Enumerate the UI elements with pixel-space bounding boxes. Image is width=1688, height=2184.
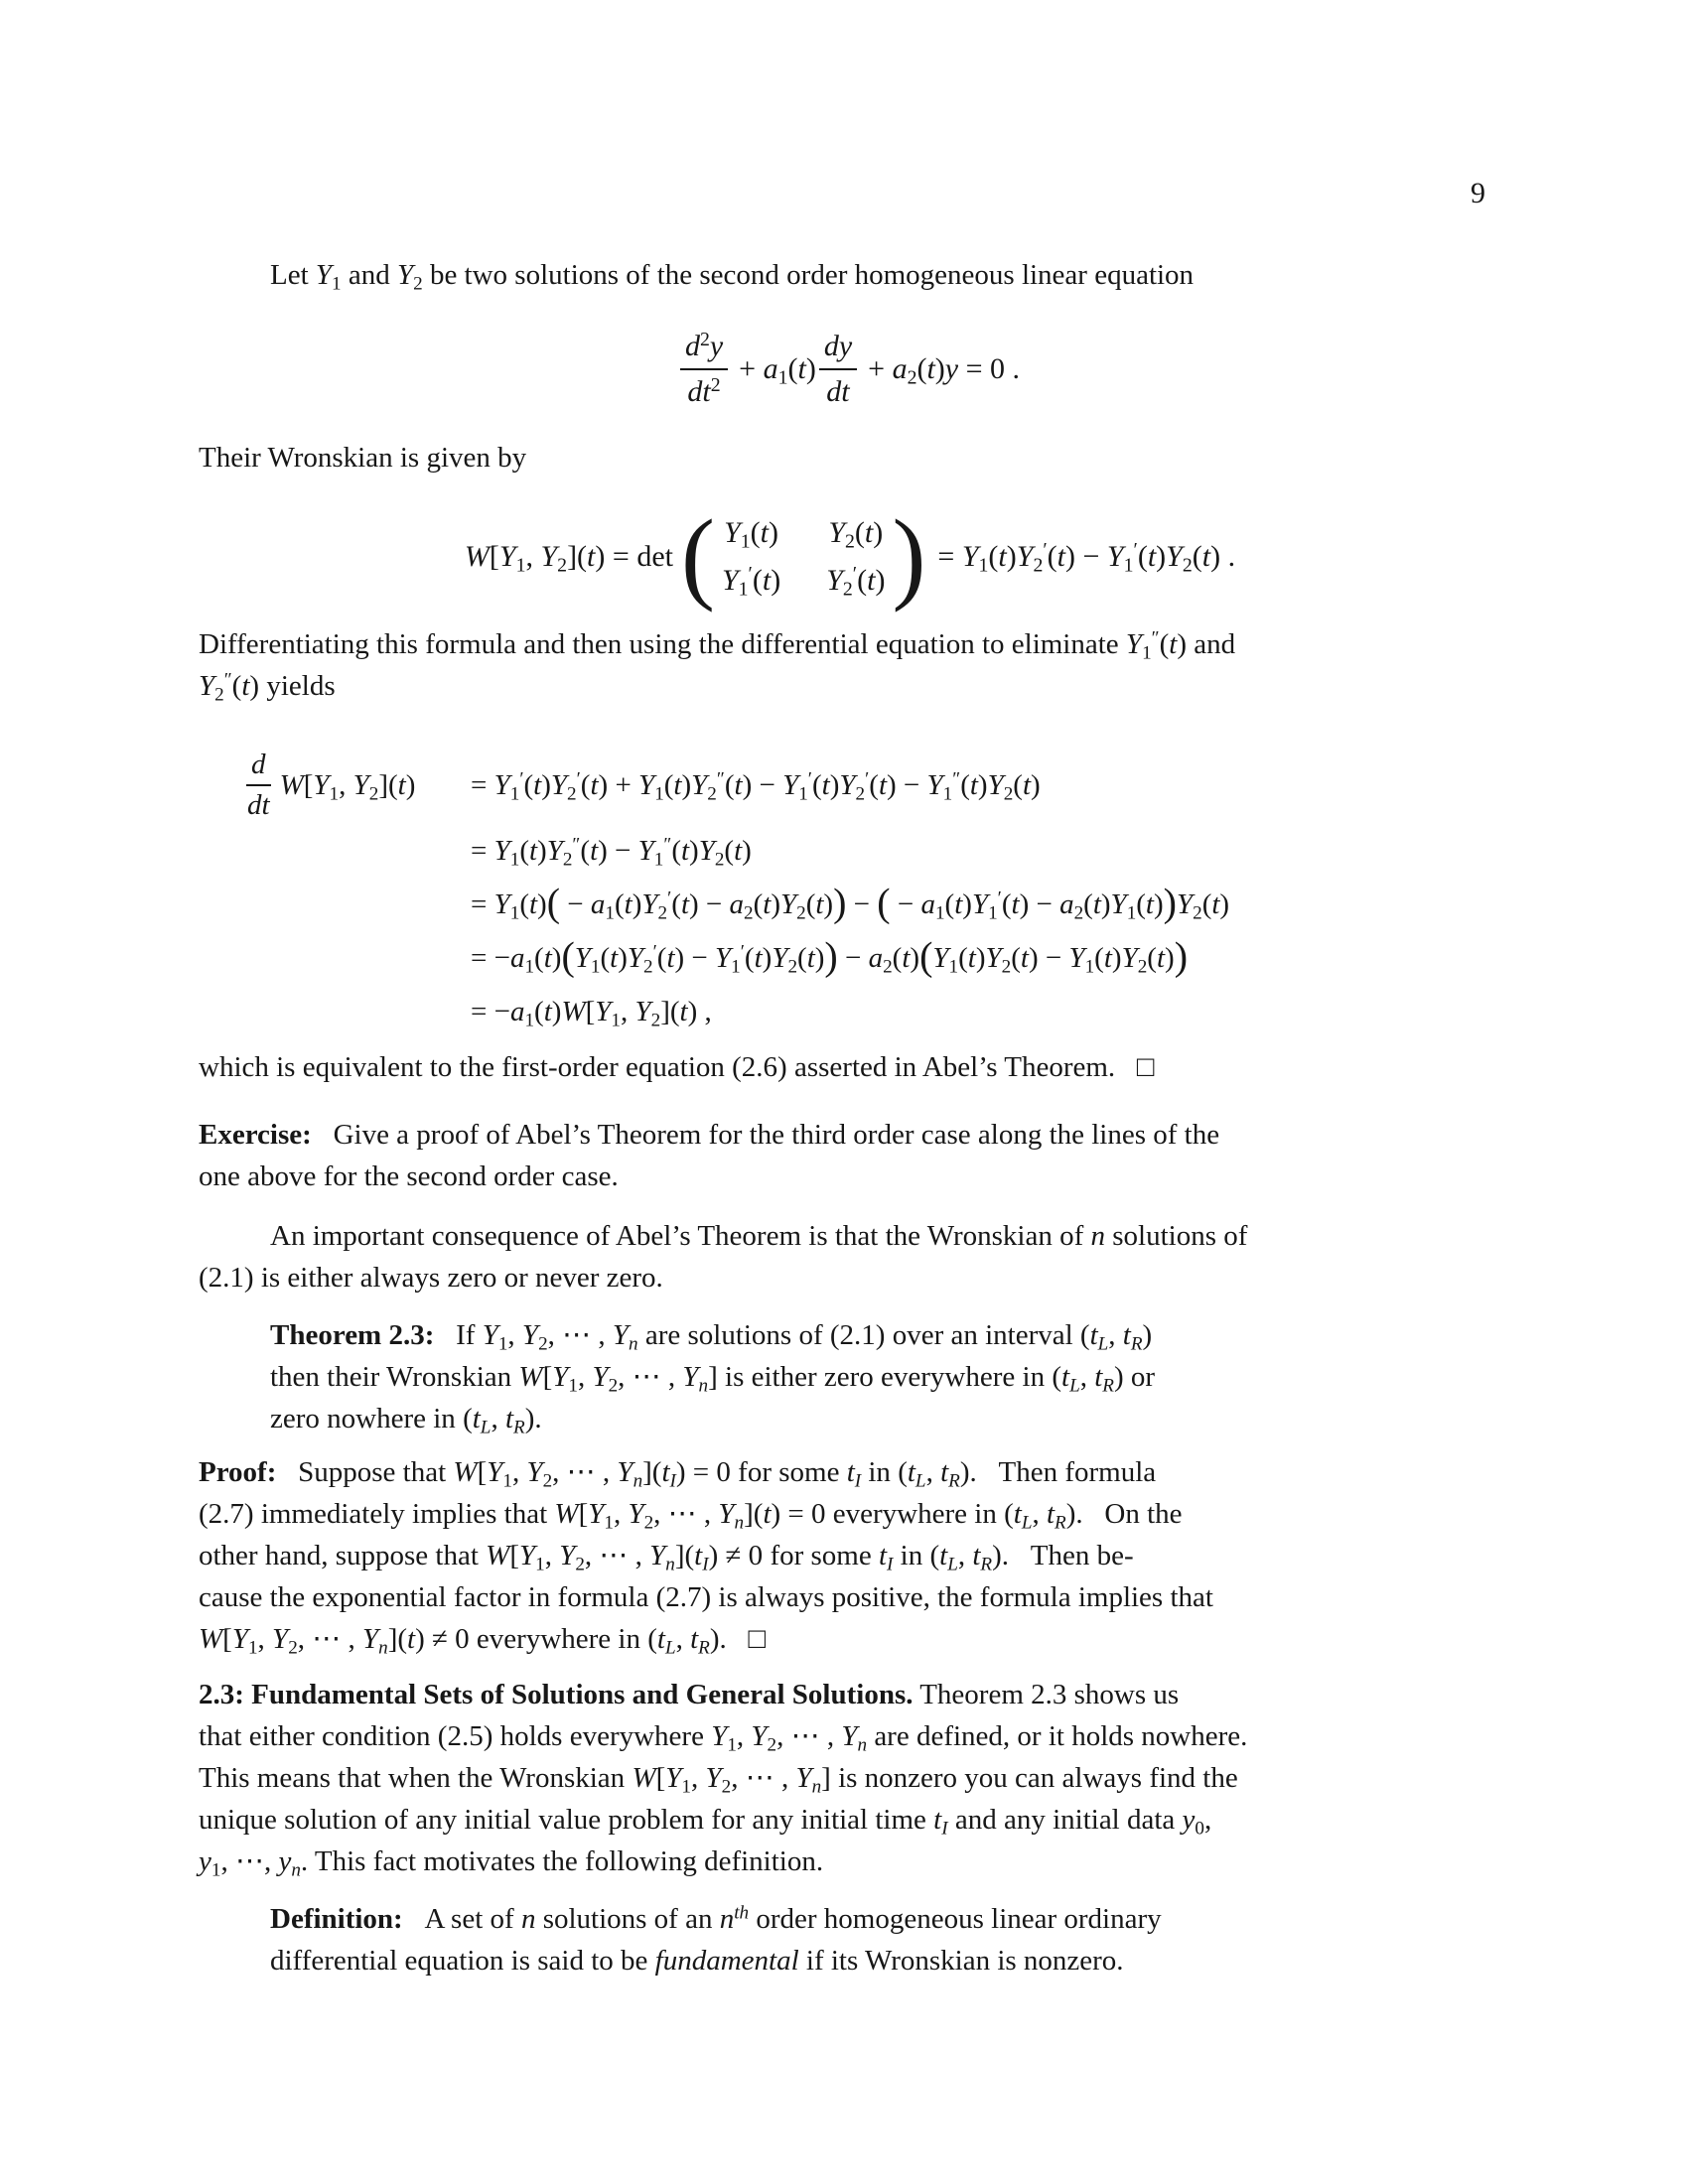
derivation-row xyxy=(199,878,1501,931)
definition-block xyxy=(270,1898,1452,1981)
text-line: differential equation is said to be fundamental if its Wronskian is nonzero. xyxy=(270,1945,1124,1977)
text-line: Definition: A set of n solutions of an $n^{th}$ order homogeneous linear ordinary xyxy=(270,1902,1162,1935)
fraction-denominator: $dt^2$ xyxy=(687,374,721,408)
wronskian-rhs: = $Y_1(t)Y_2'(t) - Y_1'(t)Y_2(t)$ . xyxy=(937,539,1236,577)
text-line: This means that when the Wronskian $W[Y_1$, $Y_2$, ⋯ , $Y_n$] is nonzero you can always find the xyxy=(199,1762,1238,1798)
wronskian-derivation xyxy=(199,747,1501,1038)
text-line: Theorem 2.3: If $Y_1$, $Y_2$, ⋯ , $Y_n$ are solutions of (2.1) over an interval ($t_L$, $t_R$) xyxy=(270,1319,1153,1355)
fraction-numerator: dy xyxy=(819,328,857,370)
fraction-denominator: dt xyxy=(826,375,850,408)
text-line: unique solution of any initial value problem for any initial time $t_I$ and any initial data $y_0$, xyxy=(199,1804,1212,1840)
text-line: Exercise: Give a proof of Abel’s Theorem for the third order case along the lines of the xyxy=(199,1119,1220,1151)
fraction-numerator: d xyxy=(246,749,271,786)
fraction-d-dt xyxy=(242,749,275,822)
text-line: (2.7) immediately implies that $W[Y_1$, $Y_2$, ⋯ , $Y_n](t) = 0$ everywhere in ($t_L$, $t_R$). On the xyxy=(199,1498,1183,1534)
derivation-lhs-wronskian: $W[Y_1$, $Y_2](t)$ xyxy=(279,768,416,804)
fraction-d2y-dt2 xyxy=(680,328,728,411)
paragraph-consequence xyxy=(199,1215,1501,1298)
text-line: 2.3: Fundamental Sets of Solutions and General Solutions. Theorem 2.3 shows us xyxy=(199,1679,1180,1710)
derivation-lhs xyxy=(199,749,471,822)
text-line: zero nowhere in ($t_L$, $t_R$). xyxy=(270,1403,542,1438)
theorem-2-3-block xyxy=(270,1314,1452,1439)
derivation-row xyxy=(199,931,1501,985)
matrix-cell-21: $Y_1'(t)$ xyxy=(721,563,781,601)
equation-term-a1: + $a_1(t)$ xyxy=(739,352,816,389)
derivation-step: = $Y_1(t)Y_2''(t) - Y_1''(t)Y_2(t)$ xyxy=(471,833,752,870)
right-paren: ) xyxy=(892,498,926,614)
page-number: 9 xyxy=(1471,177,1485,209)
equation-wronskian-determinant xyxy=(199,498,1501,614)
text-line: An important consequence of Abel’s Theorem is that the Wronskian of n solutions of xyxy=(270,1220,1248,1252)
paragraph-wronskian-intro xyxy=(199,437,1501,478)
paragraph-differentiating xyxy=(199,623,1501,707)
derivation-step: = $Y_1'(t)Y_2'(t) + Y_1(t)Y_2''(t) - Y_1'(t)Y_2'(t) - Y_1''(t)Y_2(t)$ xyxy=(471,767,1041,804)
text-line: $Y_2''(t)$ yields xyxy=(199,669,336,706)
matrix-cell-11: $Y_1(t)$ xyxy=(724,516,779,553)
matrix-cell-12: $Y_2(t)$ xyxy=(828,516,884,553)
text-line: $W[Y_1$, $Y_2$, ⋯ , $Y_n](t) \ne 0$ everywhere in ($t_L$, $t_R$). □ xyxy=(199,1623,767,1659)
derivation-row xyxy=(199,985,1501,1038)
text-line: Proof: Suppose that $W[Y_1$, $Y_2$, ⋯ , $Y_n](t_I) = 0$ for some $t_I$ in ($t_L$, $t_R$). Then formula xyxy=(199,1456,1157,1492)
derivation-row xyxy=(199,747,1501,824)
content-column xyxy=(199,0,1501,1981)
text-line: which is equivalent to the first-order equation (2.6) asserted in Abel’s Theorem. □ xyxy=(199,1051,1155,1083)
equation-term-a2: + $a_2(t)y = 0$ . xyxy=(868,352,1021,389)
paragraph-equivalent xyxy=(199,1046,1501,1088)
text-line: that either condition (2.5) holds everywhere $Y_1$, $Y_2$, ⋯ , $Y_n$ are defined, or it holds nowhere. xyxy=(199,1720,1248,1756)
left-paren: ( xyxy=(680,498,715,614)
text-line: (2.1) is either always zero or never zero. xyxy=(199,1262,663,1294)
text-line: cause the exponential factor in formula (2.7) is always positive, the formula implies that xyxy=(199,1581,1213,1613)
text-line: Their Wronskian is given by xyxy=(199,442,527,474)
wronskian-lhs: $W[Y_1$, $Y_2](t) = \det$ xyxy=(464,540,673,577)
fraction-numerator: $d^2y$ xyxy=(680,328,728,370)
matrix-cell-22: $Y_2'(t)$ xyxy=(826,563,886,601)
text-line: then their Wronskian $W[Y_1$, $Y_2$, ⋯ , $Y_n$] is either zero everywhere in ($t_L$, $t_R$) or xyxy=(270,1361,1156,1397)
derivation-step: = $-a_1(t)(Y_1(t)Y_2'(t) - Y_1'(t)Y_2(t)) - a_2(t)(Y_1(t)Y_2(t) - Y_1(t)Y_2(t))$ xyxy=(471,932,1189,978)
derivation-row xyxy=(199,824,1501,878)
text-line: $y_1$, ⋯, $y_n$. This fact motivates the following definition. xyxy=(199,1845,824,1881)
paragraph-exercise xyxy=(199,1114,1501,1197)
fraction-denominator: dt xyxy=(247,789,270,821)
equation-second-order-ode xyxy=(199,328,1501,411)
paragraph-intro xyxy=(199,254,1501,296)
text-line: one above for the second order case. xyxy=(199,1160,619,1192)
proof-block xyxy=(199,1451,1501,1660)
matrix-2x2 xyxy=(722,514,886,600)
text-line: Differentiating this formula and then using the differential equation to eliminate $Y_1''(t)$ and xyxy=(199,627,1236,664)
section-2-3-heading-paragraph xyxy=(199,1674,1501,1882)
derivation-step: = $-a_1(t)W[Y_1$, $Y_2](t)$ , xyxy=(471,995,712,1030)
text-line: other hand, suppose that $W[Y_1$, $Y_2$, ⋯ , $Y_n](t_I) \ne 0$ for some $t_I$ in ($t_L$, $t_R$). Then be- xyxy=(199,1540,1134,1575)
derivation-step: = $Y_1(t)( - a_1(t)Y_2'(t) - a_2(t)Y_2(t))$ − ( − $a_1(t)Y_1'(t) - a_2(t)Y_1(t))Y_2(t)$ xyxy=(471,879,1230,924)
fraction-dy-dt xyxy=(819,328,857,411)
text-line: Let $Y_1$ and $Y_2$ be two solutions of the second order homogeneous linear equation xyxy=(270,259,1195,295)
